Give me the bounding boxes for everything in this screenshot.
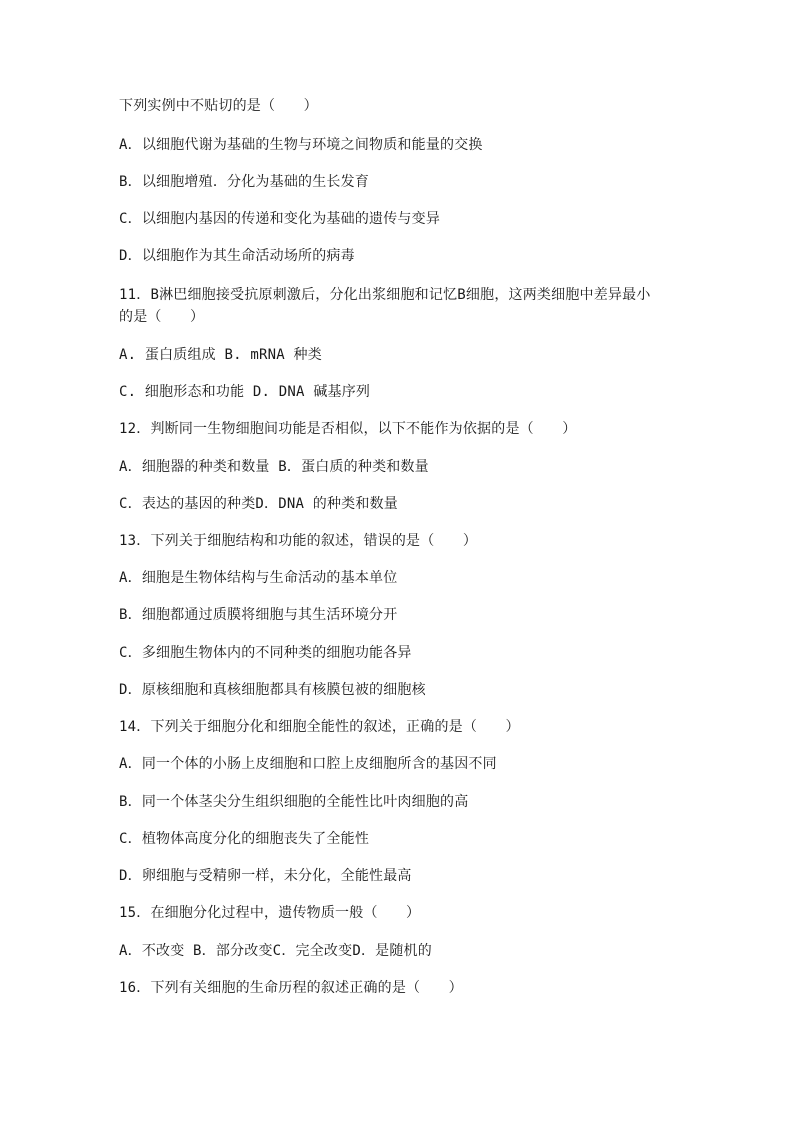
question-11-stem-line-1: 11．B淋巴细胞接受抗原刺激后，分化出浆细胞和记忆B细胞，这两类细胞中差异最小	[119, 287, 651, 303]
question-13-option-b: B．细胞都通过质膜将细胞与其生活环境分开	[119, 607, 398, 623]
question-13-stem: 13．下列关于细胞结构和功能的叙述，错误的是（ ）	[119, 533, 478, 549]
question-10-option-a: A．以细胞代谢为基础的生物与环境之间物质和能量的交换	[119, 137, 483, 153]
question-14-option-a: A．同一个体的小肠上皮细胞和口腔上皮细胞所含的基因不同	[119, 756, 497, 772]
question-11-options-ab: A. 蛋白质组成 B. mRNA 种类	[119, 347, 322, 363]
question-11-options-cd: C. 细胞形态和功能 D. DNA 碱基序列	[119, 384, 371, 400]
question-14-option-d: D．卵细胞与受精卵一样，未分化，全能性最高	[119, 868, 412, 884]
question-15-stem: 15．在细胞分化过程中，遗传物质一般（ ）	[119, 905, 421, 921]
question-12-stem: 12．判断同一生物细胞间功能是否相似，以下不能作为依据的是（ ）	[119, 421, 577, 437]
question-14-stem: 14．下列关于细胞分化和细胞全能性的叙述，正确的是（ ）	[119, 719, 520, 735]
question-13-option-a: A．细胞是生物体结构与生命活动的基本单位	[119, 570, 398, 586]
question-10-option-c: C．以细胞内基因的传递和变化为基础的遗传与变异	[119, 211, 441, 227]
question-14-option-b: B．同一个体茎尖分生组织细胞的全能性比叶肉细胞的高	[119, 794, 469, 810]
question-14-option-c: C．植物体高度分化的细胞丧失了全能性	[119, 831, 370, 847]
question-11-stem-line-2: 的是（ ）	[119, 309, 205, 325]
question-13-option-d: D．原核细胞和真核细胞都具有核膜包被的细胞核	[119, 682, 426, 698]
question-13-option-c: C．多细胞生物体内的不同种类的细胞功能各异	[119, 645, 412, 661]
question-10-option-b: B．以细胞增殖．分化为基础的生长发育	[119, 174, 370, 190]
question-12-options-ab: A．细胞器的种类和数量 B．蛋白质的种类和数量	[119, 459, 429, 475]
question-10-option-d: D．以细胞作为其生命活动场所的病毒	[119, 248, 355, 264]
question-10-stem: 下列实例中不贴切的是（ ）	[119, 98, 318, 114]
question-16-stem: 16．下列有关细胞的生命历程的叙述正确的是（ ）	[119, 980, 463, 996]
question-12-options-cd: C．表达的基因的种类D．DNA 的种类和数量	[119, 496, 398, 512]
question-15-options: A．不改变 B．部分改变C．完全改变D．是随机的	[119, 943, 432, 959]
